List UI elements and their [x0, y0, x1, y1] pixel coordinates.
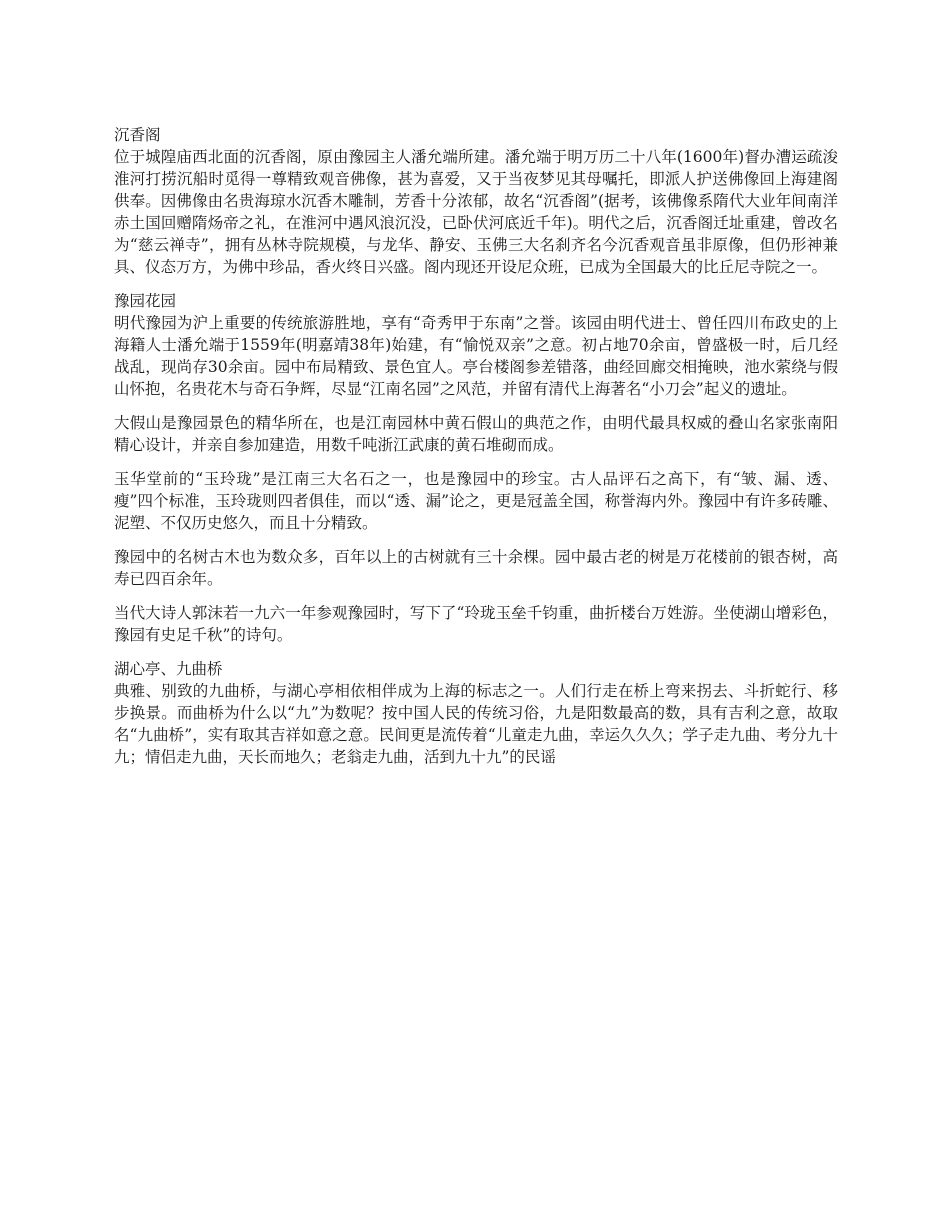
section-huxinting-jiuqu-bridge — [114, 658, 838, 768]
paragraph: 当代大诗人郭沫若一九六一年参观豫园时，写下了“玲珑玉垒千钧重，曲折楼台万姓游。坐使湖山增彩色，豫园有史足千秋”的诗句。 — [114, 604, 838, 644]
paragraph: 位于城隍庙西北面的沉香阁，原由豫园主人潘允端所建。潘允端于明万历二十八年(1600年)督办漕运疏浚淮河打捞沉船时觅得一尊精致观音佛像，甚为喜爱，又于当夜梦见其母嘱托，即派人护送佛像回上海建阁供奉。因佛像由名贵海琼水沉香木雕制，芳香十分浓郁，故名“沉香阁”(据考，该佛像系隋代大业年间南洋赤土国回赠隋炀帝之礼，在淮河中遇风浪沉没，已卧伏河底近千年)。明代之后，沉香阁迁址重建，曾改名为“慈云禅寺”，拥有丛林寺院规模，与龙华、静安、玉佛三大名刹齐名今沉香观音虽非原像，但仍形神兼具、仪态万方，为佛中珍品，香火终日兴盛。阁内现还开设尼众班，已成为全国最大的比丘尼寺院之一。 — [114, 148, 838, 276]
section-title: 湖心亭、九曲桥 — [114, 660, 223, 678]
section-title: 豫园花园 — [114, 292, 177, 310]
section-yuyuan-garden — [114, 290, 838, 646]
section-title: 沉香阁 — [114, 126, 161, 144]
paragraph: 典雅、别致的九曲桥，与湖心亭相依相伴成为上海的标志之一。人们行走在桥上弯来拐去、斗折蛇行、移步换景。而曲桥为什么以“九”为数呢？按中国人民的传统习俗，九是阳数最高的数，具有吉利之意，故取名“九曲桥”，实有取其吉祥如意之意。民间更是流传着“儿童走九曲，幸运久久久；学子走九曲、考分九十九；情侣走九曲，天长而地久；老翁走九曲，活到九十九”的民谣 — [114, 682, 838, 766]
paragraph: 玉华堂前的“玉玲珑”是江南三大名石之一，也是豫园中的珍宝。古人品评石之高下，有“皱、漏、透、瘦”四个标准，玉玲珑则四者俱佳，而以“透、漏”论之，更是冠盖全国，称誉海内外。豫园中有许多砖雕、泥塑、不仅历史悠久，而且十分精致。 — [114, 470, 838, 532]
section-chenxiangge — [114, 124, 838, 278]
document-page — [114, 124, 838, 780]
paragraph: 大假山是豫园景色的精华所在，也是江南园林中黄石假山的典范之作，由明代最具权威的叠山名家张南阳精心设计，并亲自参加建造，用数千吨浙江武康的黄石堆砌而成。 — [114, 414, 838, 454]
paragraph: 明代豫园为沪上重要的传统旅游胜地，享有“奇秀甲于东南”之誉。该园由明代进士、曾任四川布政史的上海籍人士潘允端于1559年(明嘉靖38年)始建，有“愉悦双亲”之意。初占地70余亩，曾盛极一时，后几经战乱，现尚存30余亩。园中布局精致、景色宜人。亭台楼阁参差错落，曲经回廊交相掩映，池水萦绕与假山怀抱，名贵花木与奇石争辉，尽显“江南名园”之风范，并留有清代上海著名“小刀会”起义的遗址。 — [114, 314, 838, 398]
paragraph: 豫园中的名树古木也为数众多，百年以上的古树就有三十余棵。园中最古老的树是万花楼前的银杏树，高寿已四百余年。 — [114, 548, 838, 588]
